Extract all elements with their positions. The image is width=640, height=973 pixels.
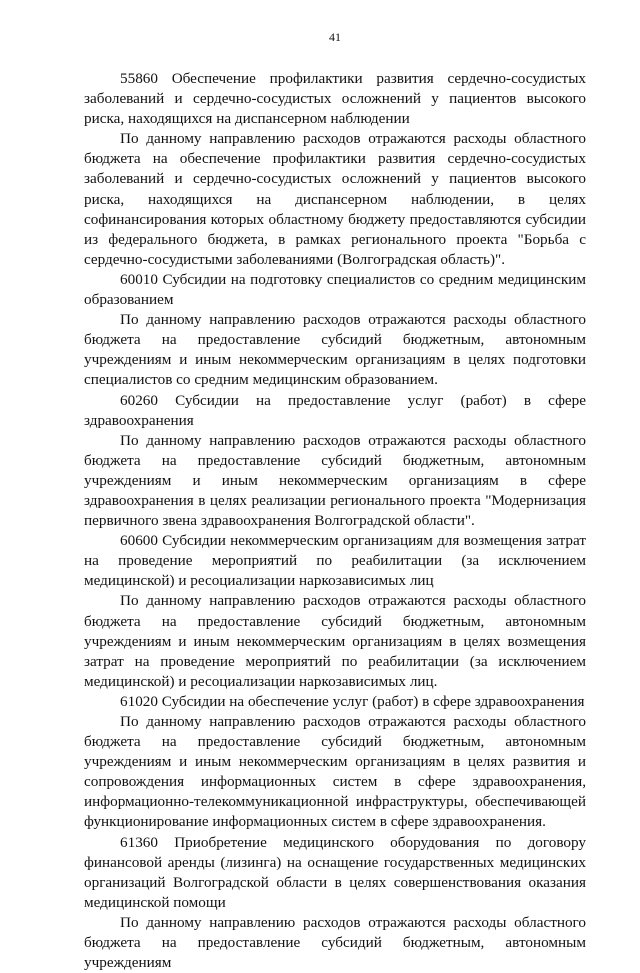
section-heading-60600: 60600 Субсидии некоммерческим организациям для возмещения затрат на проведение мероприятий по реабилитации (за исключением медицинской) и ресоциализации наркозависимых лиц bbox=[84, 532, 586, 590]
section-body-60010: По данному направлению расходов отражаются расходы областного бюджета на предоставление субсидий бюджетным, автономным учреждениям и иным некоммерческим организациям в целях подготовки специалистов со средним медицинским образованием. bbox=[84, 311, 586, 389]
section-body-61020: По данному направлению расходов отражаются расходы областного бюджета на предоставление субсидий бюджетным, автономным учреждениям и иным некоммерческим организациям в целях развития и сопровождения информационных систем в сфере здравоохранения, информационно-телекоммуникационной инфраструктуры, обеспечивающей функционирование информационных систем в сфере здравоохранения. bbox=[84, 713, 586, 831]
document-page bbox=[84, 30, 586, 973]
section-body-61360: По данному направлению расходов отражаются расходы областного бюджета на предоставление субсидий бюджетным, автономным учреждениям bbox=[84, 913, 586, 972]
page-number: 41 bbox=[329, 30, 341, 44]
section-body-60260: По данному направлению расходов отражаются расходы областного бюджета на предоставление субсидий бюджетным, автономным учреждениям и иным некоммерческим организациям в сфере здравоохранения в целях реализации регионального проекта "Модернизация первичного звена здравоохранения Волгоградской области". bbox=[84, 431, 586, 530]
section-heading-55860: 55860 Обеспечение профилактики развития сердечно-сосудистых заболеваний и сердечно-сосудистых осложнений у пациентов высокого риска, находящихся на диспансерном наблюдении bbox=[84, 70, 586, 128]
section-body-60600: По данному направлению расходов отражаются расходы областного бюджета на предоставление субсидий бюджетным, автономным учреждениям и иным некоммерческим организациям в целях возмещения затрат на проведение мероприятий по реабилитации (за исключением медицинской) и ресоциализации наркозависимых лиц. bbox=[84, 592, 586, 690]
section-heading-60010: 60010 Субсидии на подготовку специалистов со средним медицинским образованием bbox=[84, 270, 586, 309]
section-heading-61360: 61360 Приобретение медицинского оборудования по договору финансовой аренды (лизинга) на оснащение государственных медицинских организаций Волгоградской области в целях совершенствования оказания медицинской помощи bbox=[84, 833, 586, 911]
section-heading-60260: 60260 Субсидии на предоставление услуг (работ) в сфере здравоохранения bbox=[84, 391, 586, 429]
section-heading-61020: 61020 Субсидии на обеспечение услуг (работ) в сфере здравоохранения bbox=[120, 692, 585, 710]
section-body-55860: По данному направлению расходов отражаются расходы областного бюджета на обеспечение профилактики развития сердечно-сосудистых заболеваний и сердечно-сосудистых осложнений у пациентов высокого риска, находящихся на диспансерном наблюдении, в целях софинансирования которых областному бюджету предоставляются субсидии из федерального бюджета, в рамках регионального проекта "Борьба с сердечно-сосудистыми заболеваниями (Волгоградская область)". bbox=[84, 130, 586, 268]
